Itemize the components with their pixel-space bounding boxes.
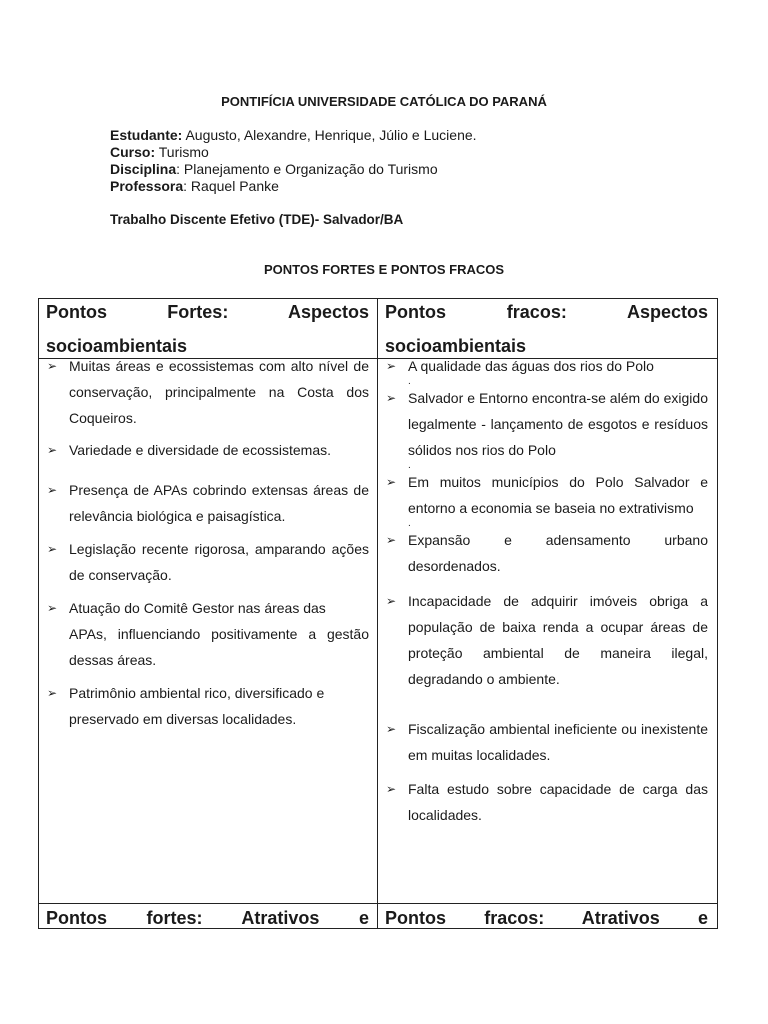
list-item	[386, 469, 708, 529]
student-line	[110, 127, 477, 144]
bullet-arrow-icon: ➢	[386, 782, 397, 796]
list-item	[386, 776, 708, 828]
swot-table	[38, 298, 718, 929]
list-item	[386, 716, 708, 768]
list-item	[47, 477, 369, 529]
weaknesses-header-line1: Pontos fracos: Aspectos	[385, 302, 708, 322]
bullet-arrow-icon: ➢	[386, 594, 397, 608]
tde-line: Trabalho Discente Efetivo (TDE)- Salvador/BA	[110, 212, 404, 227]
bullet-arrow-icon: ➢	[386, 475, 397, 489]
bullet-arrow-icon: ➢	[386, 359, 397, 373]
bullet-arrow-icon: ➢	[386, 533, 397, 547]
attractions-strengths-header: Pontos fortes: Atrativos e	[46, 908, 369, 928]
student-label: Estudante:	[110, 127, 183, 143]
list-item-text: Fiscalização ambiental ineficiente ou inexistente em muitas localidades.	[408, 721, 708, 763]
discipline-value: : Planejamento e Organização do Turismo	[176, 161, 438, 177]
student-value: Augusto, Alexandre, Henrique, Júlio e Luciene.	[182, 127, 477, 143]
course-label: Curso:	[110, 144, 156, 160]
course-line	[110, 144, 477, 161]
column-divider	[377, 299, 378, 928]
bullet-arrow-icon: ➢	[47, 443, 58, 457]
discipline-line	[110, 161, 477, 178]
list-item-text: Em muitos municípios do Polo Salvador e entorno a economia se baseia no extrativismo	[408, 474, 708, 516]
professor-label: Professora	[110, 178, 184, 194]
list-item	[47, 595, 369, 673]
list-item-text: Presença de APAs cobrindo extensas áreas de relevância biológica e paisagística.	[69, 482, 369, 524]
bullet-arrow-icon: ➢	[386, 391, 397, 405]
strengths-header-line1: Pontos Fortes: Aspectos	[46, 302, 369, 322]
list-item-text: Incapacidade de adquirir imóveis obriga a população de baixa renda a ocupar áreas de proteção ambiental de maneira ilegal, degradando o ambiente.	[408, 593, 708, 687]
stray-dot: .	[408, 460, 411, 471]
list-item-text-continued: APAs, influenciando positivamente a gestão dessas áreas.	[69, 626, 369, 668]
bullet-arrow-icon: ➢	[47, 686, 58, 700]
bullet-arrow-icon: ➢	[386, 722, 397, 736]
attractions-weaknesses-header: Pontos fracos: Atrativos e	[385, 908, 708, 928]
list-item	[47, 536, 369, 588]
list-item	[47, 437, 369, 463]
professor-line	[110, 178, 477, 195]
list-item-text: Salvador e Entorno encontra-se além do exigido legalmente - lançamento de esgotos e resíduos sólidos nos rios do Polo	[408, 390, 708, 458]
list-item	[47, 353, 369, 431]
bullet-arrow-icon: ➢	[47, 359, 58, 373]
list-item-text: Expansão e adensamento urbano desordenados.	[408, 532, 708, 574]
weaknesses-header-line2: socioambientais	[385, 336, 527, 356]
list-item-text: Muitas áreas e ecossistemas com alto nível de conservação, principalmente na Costa dos Coqueiros.	[69, 358, 369, 426]
list-item-text: Falta estudo sobre capacidade de carga das localidades.	[408, 781, 708, 823]
course-value: Turismo	[155, 144, 209, 160]
weaknesses-list	[386, 358, 708, 828]
bullet-arrow-icon: ➢	[47, 601, 58, 615]
professor-value: : Raquel Panke	[183, 178, 279, 194]
list-item	[386, 385, 708, 471]
stray-dot: .	[408, 518, 411, 529]
strengths-header-line2: socioambientais	[46, 336, 188, 356]
list-item	[386, 527, 708, 579]
bullet-arrow-icon: ➢	[47, 542, 58, 556]
list-item-text: Legislação recente rigorosa, amparando ações de conservação.	[69, 541, 369, 583]
section-title: PONTOS FORTES E PONTOS FRACOS	[263, 262, 505, 277]
list-item-text: Patrimônio ambiental rico, diversificado e	[69, 685, 325, 701]
strengths-list	[47, 358, 369, 732]
bullet-arrow-icon: ➢	[47, 483, 58, 497]
document-metadata	[110, 127, 477, 195]
stray-dot: .	[408, 376, 411, 387]
list-item-text-continued: preservado em diversas localidades.	[69, 711, 297, 727]
list-item	[47, 680, 369, 732]
list-item-text: Atuação do Comitê Gestor nas áreas das	[69, 600, 326, 616]
list-item	[386, 353, 708, 387]
list-item-text: Variedade e diversidade de ecossistemas.	[69, 442, 332, 458]
university-title: PONTIFÍCIA UNIVERSIDADE CATÓLICA DO PARANÁ	[221, 94, 547, 109]
list-item	[386, 588, 708, 692]
list-item-text: A qualidade das águas dos rios do Polo	[408, 358, 654, 374]
discipline-label: Disciplina	[110, 161, 177, 177]
